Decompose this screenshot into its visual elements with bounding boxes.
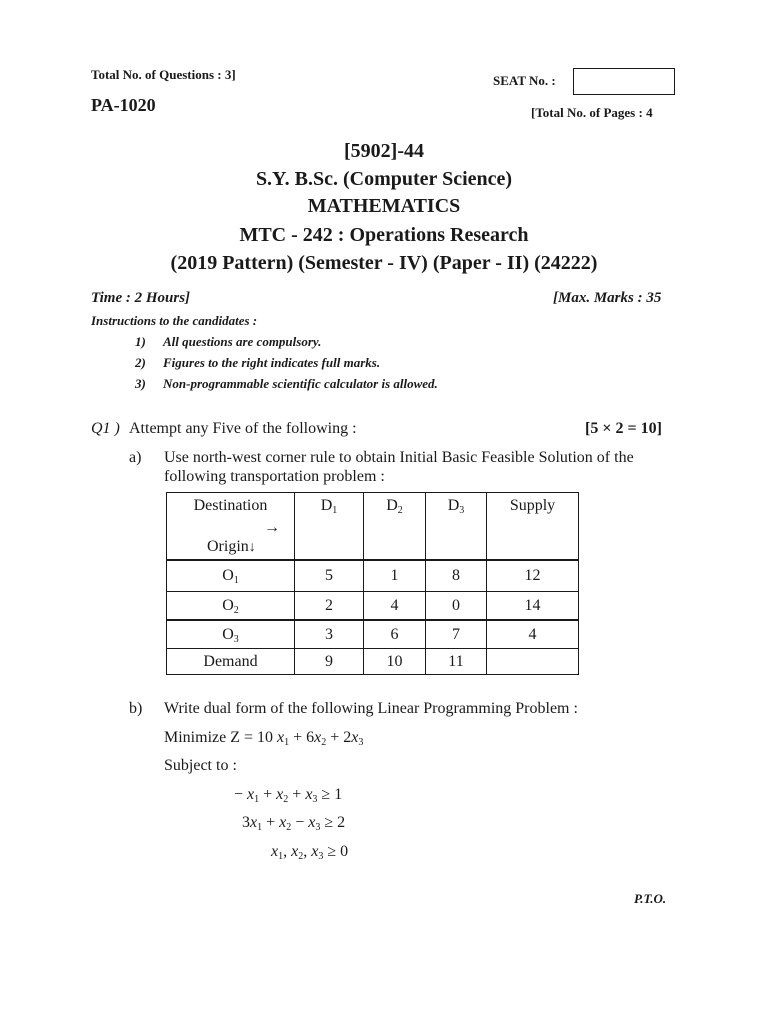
down-arrow-icon: ↓ [248, 540, 256, 555]
question-marks: [5 × 2 = 10] [585, 420, 662, 437]
column-header: $D_1$ [295, 493, 364, 561]
constraint-1: − $x_1 + x_2 + x_3 \ge 1$ [234, 786, 343, 805]
part-a-text-line1: Use north-west corner rule to obtain Initial Basic Feasible Solution of the [164, 449, 634, 466]
table-cell [487, 649, 579, 675]
pto-label: P.T.O. [634, 891, 667, 906]
table-cell: 3 [295, 620, 364, 649]
table-row [167, 649, 579, 675]
table-cell: 7 [426, 620, 487, 649]
table-cell: 5 [295, 560, 364, 592]
table-cell: 4 [487, 620, 579, 649]
exam-code: [5902]-44 [344, 140, 424, 162]
column-header: $D_2$ [364, 493, 426, 561]
instruction-num: 2) [135, 355, 146, 370]
constraint-2: $3x_1 + x_2 - x_3 \ge 2$ [242, 814, 346, 833]
corner-cell [167, 493, 295, 561]
origin-cell: $O_3$ [167, 620, 295, 649]
table-row [167, 620, 579, 649]
max-marks: [Max. Marks : 35 [553, 290, 662, 306]
time-allowed: Time : 2 Hours] [91, 290, 191, 306]
part-a-text-line2: following transportation problem : [164, 468, 385, 485]
destination-label: Destination [193, 497, 268, 514]
instruction-text: Figures to the right indicates full marks. [163, 355, 381, 370]
instruction-num: 1) [135, 334, 146, 349]
table-header-row [167, 493, 579, 561]
instruction-num: 3) [135, 376, 146, 391]
part-b-text: Write dual form of the following Linear Programming Problem : [164, 700, 578, 717]
table-cell: 6 [364, 620, 426, 649]
table-cell: 11 [426, 649, 487, 675]
constraint-3: $x_1$, $x_2$, $x_3 \ge 0$ [271, 843, 349, 862]
instruction-text: Non-programmable scientific calculator is allowed. [163, 376, 438, 391]
subject-to-label: Subject to : [164, 757, 237, 774]
table-cell: 0 [426, 592, 487, 621]
table-cell: 12 [487, 560, 579, 592]
transportation-table [166, 492, 579, 675]
table-cell: 4 [364, 592, 426, 621]
column-header: $D_3$ [426, 493, 487, 561]
question-label: Q1 ) [91, 420, 120, 437]
table-cell: 10 [364, 649, 426, 675]
demand-cell: Demand [167, 649, 295, 675]
right-arrow-icon: → [264, 519, 280, 536]
part-a-label: a) [129, 449, 142, 466]
table-row [167, 560, 579, 592]
table-cell: 2 [295, 592, 364, 621]
paper-title: MTC - 242 : Operations Research [239, 224, 529, 246]
origin-cell: $O_1$ [167, 560, 295, 592]
table-cell: 14 [487, 592, 579, 621]
part-b-label: b) [129, 700, 143, 717]
objective-function: Minimize Z = 10 $x_1 + 6x_2 + 2x_3$ [164, 729, 364, 748]
paper-code: PA-1020 [91, 95, 156, 115]
instructions-heading: Instructions to the candidates : [91, 313, 258, 328]
pattern-title: (2019 Pattern) (Semester - IV) (Paper - II) (24222) [170, 252, 598, 274]
table-cell: 8 [426, 560, 487, 592]
course-title: S.Y. B.Sc. (Computer Science) [255, 168, 513, 190]
table-cell: 9 [295, 649, 364, 675]
table-cell: 1 [364, 560, 426, 592]
subject-title: MATHEMATICS [307, 195, 461, 217]
origin-cell: $O_2$ [167, 592, 295, 621]
total-questions: Total No. of Questions : 3] [91, 67, 236, 82]
total-pages: [Total No. of Pages : 4 [531, 105, 653, 120]
origin-label: Origin↓ [207, 538, 256, 555]
table-row [167, 592, 579, 621]
seat-label: SEAT No. : [493, 73, 556, 88]
instruction-text: All questions are compulsory. [163, 334, 322, 349]
question-prompt: Attempt any Five of the following : [129, 420, 357, 437]
seat-number-box[interactable] [573, 68, 675, 95]
column-header: Supply [487, 493, 579, 561]
